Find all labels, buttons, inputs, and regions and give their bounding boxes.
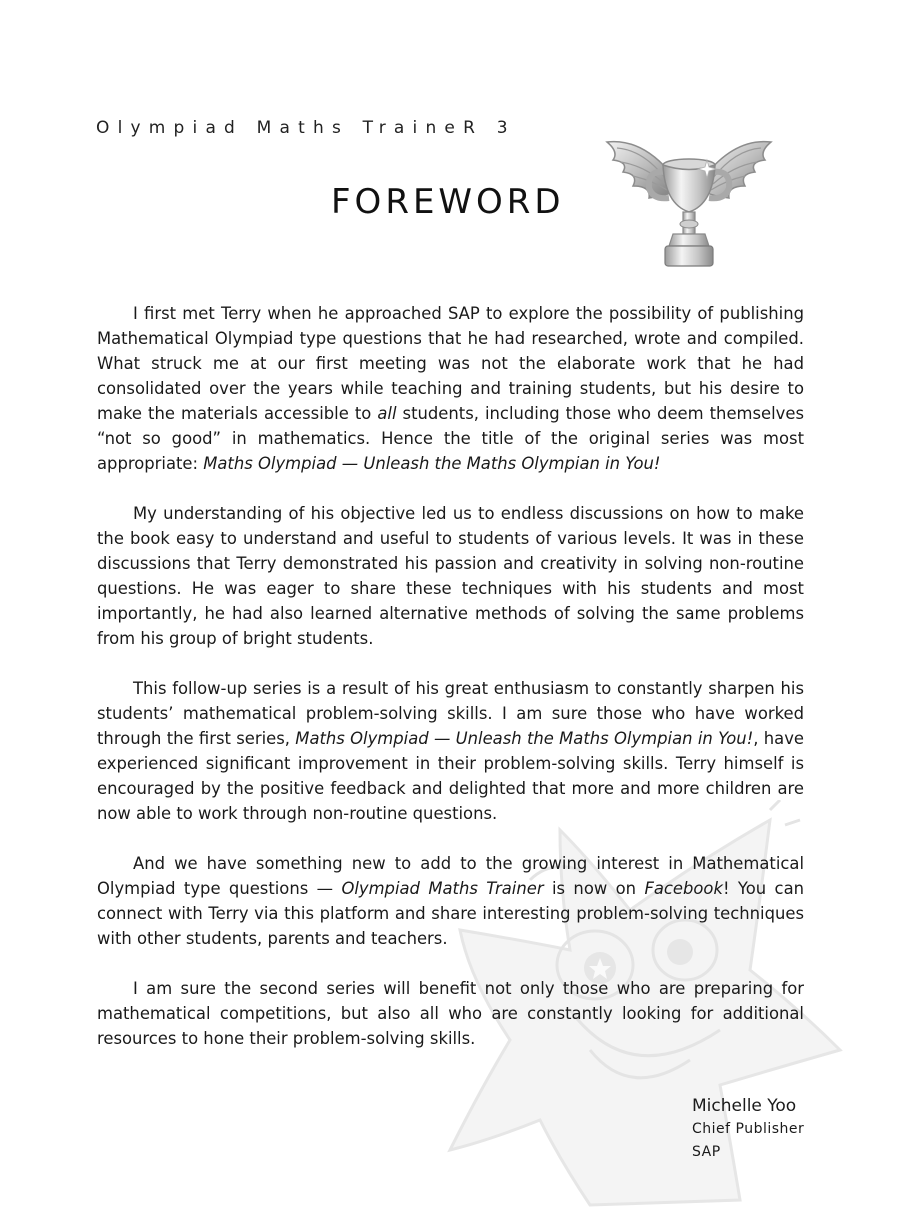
italic-text: all [377, 404, 397, 423]
signatory-title: Chief Publisher [692, 1121, 805, 1137]
foreword-paragraph: And we have something new to add to the growing interest in Mathematical Olympiad type questions — Olympiad Maths Trainer is now on Facebook! You can connect with Terry via this platform and share interesting problem-solving techniques with other students, parents and teachers. [97, 854, 805, 948]
italic-text: Facebook [644, 879, 723, 898]
page-title: FOREWORD [331, 182, 565, 222]
italic-text: Olympiad Maths Trainer [341, 879, 544, 898]
signatory-name: Michelle Yoo [692, 1096, 797, 1116]
winged-trophy-icon [603, 134, 775, 274]
foreword-paragraph: My understanding of his objective led us to endless discussions on how to make the book easy to understand and useful to students of various levels. It was in these discussions that Terry demonstrated his passion and creativity in solving non-routine questions. He was eager to share these techniques with his students and most importantly, he had also learned alternative methods of solving the same problems from his group of bright students. [97, 504, 804, 648]
signature-block [692, 1094, 804, 1164]
series-title: Olympiad Maths TraineR 3 [96, 118, 516, 138]
foreword-body [97, 301, 804, 1076]
signatory-organization: SAP [692, 1144, 721, 1160]
foreword-paragraph: I first met Terry when he approached SAP to explore the possibility of publishing Mathematical Olympiad type questions that he had researched, wrote and compiled. What struck me at our first meeting was not the elaborate work that he had consolidated over the years while teaching and training students, but his desire to make the materials accessible to all students, including those who deem themselves “not so good” in mathematics. Hence the title of the original series was most appropriate: Maths Olympiad — Unleash the Maths Olympian in You! [97, 304, 804, 473]
foreword-paragraph: I am sure the second series will benefit not only those who are preparing for mathematical competitions, but also all who are constantly looking for additional resources to hone their problem-solving skills. [97, 979, 804, 1048]
foreword-paragraph: This follow-up series is a result of his great enthusiasm to constantly sharpen his students’ mathematical problem-solving skills. I am sure those who have worked through the first series, Maths Olympiad — Unleash the Maths Olympian in You!, have experienced significant improvement in their problem-solving skills. Terry himself is encouraged by the positive feedback and delighted that more and more children are now able to work through non-routine questions. [97, 679, 804, 823]
italic-text: Maths Olympiad — Unleash the Maths Olympian in You! [295, 729, 754, 748]
italic-text: Maths Olympiad — Unleash the Maths Olympian in You! [203, 454, 661, 473]
